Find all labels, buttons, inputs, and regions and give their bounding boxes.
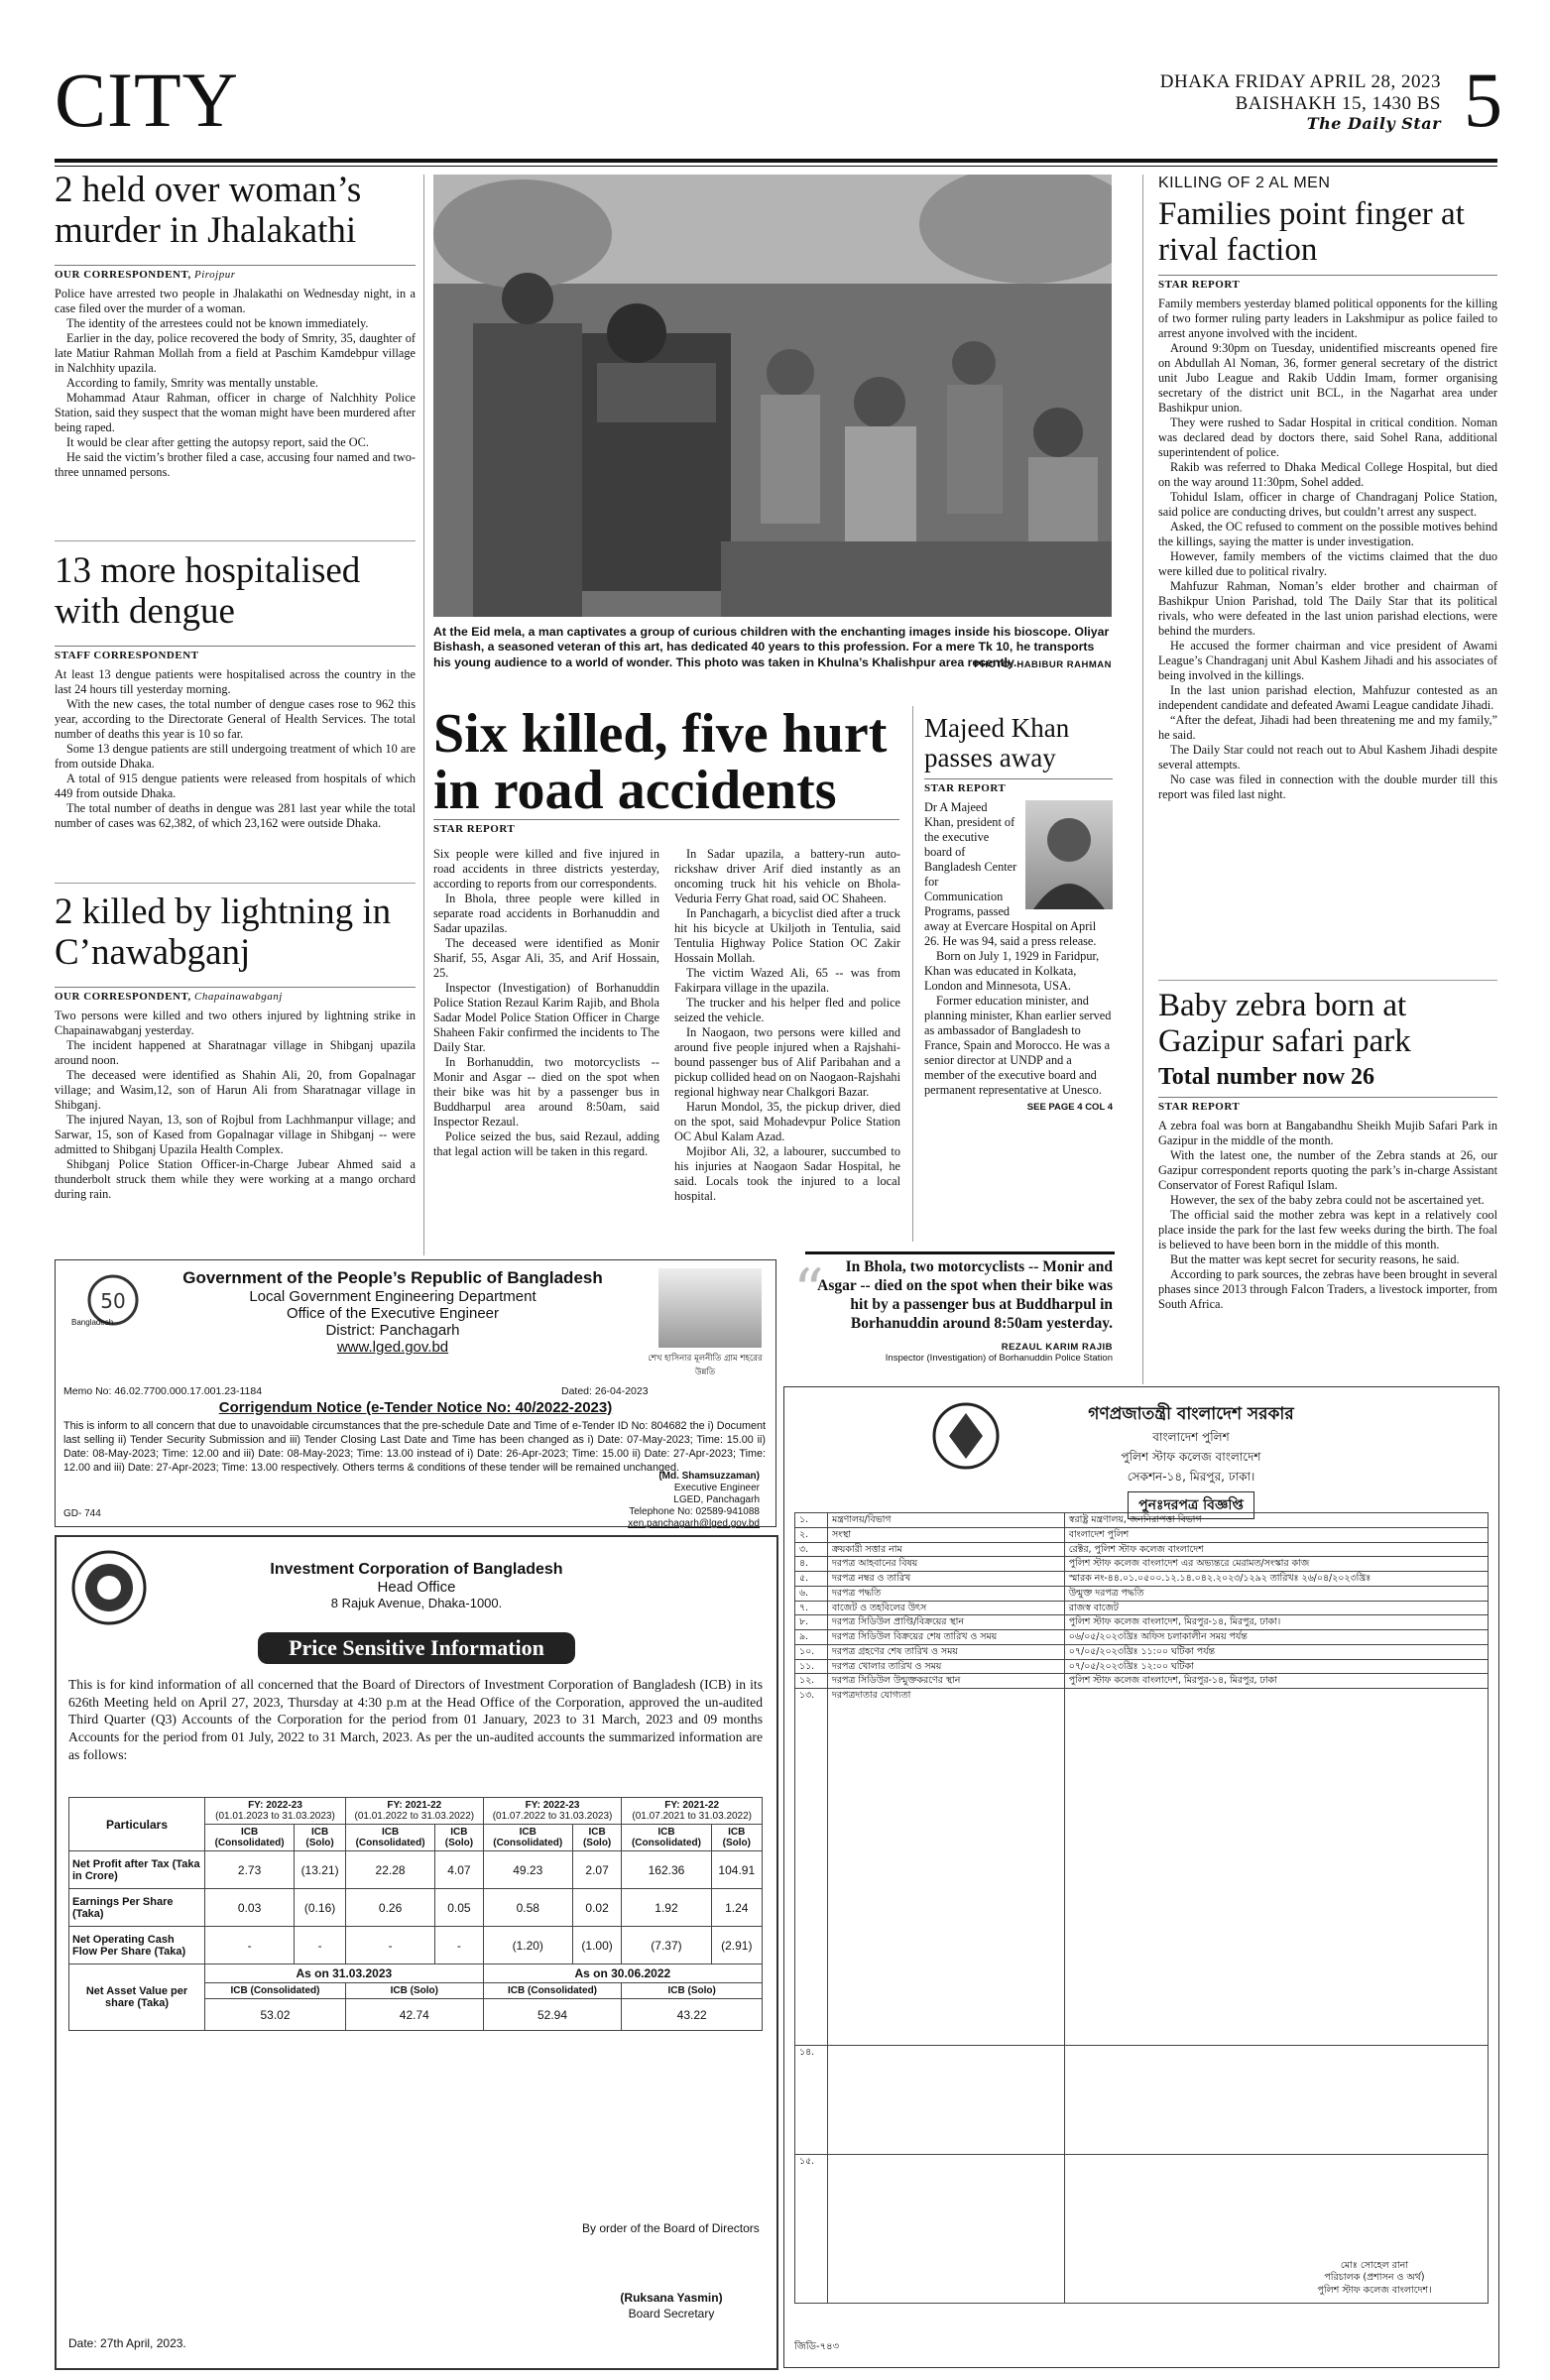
sub-header: ICB (Solo) [711,1825,762,1851]
paragraph: Some 13 dengue patients are still undergoing treatment of which 10 are from outside Dhaka. [55,742,416,772]
signer-name: মোঃ সোহেল রানা [1340,2260,1409,2271]
table-row: ৭. বাজেট ও তহবিলের উৎস রাজস্ব বাজেট [795,1601,1489,1615]
slogan: শেখ হাসিনার মূলনীতি গ্রাম শহরের উন্নতি [648,1354,763,1377]
ad-banner: Price Sensitive Information [258,1632,575,1664]
ad-code: GD- 744 [63,1508,101,1519]
paragraph: Around 9:30pm on Tuesday, unidentified miscreants opened fire on Abdullah Al Noman, 36, former general secretary of the district unit Jubo League and Rakib Uddin Imam, former organising secretary of the district unit BCL, in the Nagarhat area under Bashikpur union. [1158,340,1497,415]
date-bangla: BAISHAKH 15, 1430 BS [1235,92,1441,114]
period-header: FY: 2021-22 (01.01.2022 to 31.03.2022) [345,1798,483,1825]
notice-title: Corrigendum Notice (e-Tender Notice No: 40/2022-2023) [218,1399,613,1416]
signer-phone: Telephone No: 02589-941088 [629,1506,760,1517]
signature-block [522,1471,760,1530]
byline: STAFF CORRESPONDENT [55,646,416,661]
ad-header [155,1268,631,1356]
masthead-rule [55,159,1497,163]
table-row: Net Profit after Tax (Taka in Crore) 2.73 (13.21) 22.28 4.07 49.23 2.07 162.36 104.91 [69,1851,763,1889]
signer-email: xen.panchagarh@lged.gov.bd [628,1518,760,1529]
ad-text: This is for kind information of all concerned that the Board of Directors of Investment Corporation of Bangladesh (ICB) in its 626th Meeting held on April 27, 2023, Thursday at 4:30 p.m at the Head Office of the Corporation, approved the un-audited Third Quarter (Q3) Accounts of the Corporation for the period from 01 January, 2023 to 31 March, 2023 and 09 months Accounts for the period from 01 July, 2022 to 31 March, 2023. As per the un-audited accounts the summarized information are as follows: [68,1677,763,1762]
ad-line: Government of the People’s Republic of Bangladesh [182,1268,603,1287]
paragraph: Former education minister, and planning minister, Khan earlier served as ambassador of Bangladesh to France, Spain and Morocco. He was a senior director at UNDP and a member of the executive board and permanent representative at Unesco. [924,994,1112,1098]
pullquote-role: Inspector (Investigation) of Borhanuddin Police Station [885,1353,1113,1365]
headline: 2 killed by lightning in C’nawabganj [55,892,392,973]
paragraph: Dr A Majeed Khan, president of the executive board of Bangladesh Center for Communication Programs, passed away at Evercare Hospital on April 26. He was 94, said a press release. [924,800,1097,949]
paragraph: The injured Nayan, 13, son of Rojbul from Lachhmanpur village; and Sarwar, 15, son of Kased from Gopalnagar village in Shibganj -- were admitted to Shibganj Upazila Health Complex. [55,1113,416,1157]
kicker: KILLING OF 2 AL MEN [1158,175,1331,191]
jump-line: SEE PAGE 4 COL 4 [1026,1102,1113,1114]
paragraph: In Borhanuddin, two motorcyclists -- Monir and Asgar -- died on the spot when their bike was hit by a passenger bus in Buddharpul area around 8:50am, said Inspector Rezaul. [433,1055,659,1129]
paragraph: It would be clear after getting the autopsy report, said the OC. [66,435,369,450]
table-row: ১০. দরপত্র গ্রহণের শেষ তারিখ ও সময় ০৭/০৫/২০২৩খ্রিঃ ১১:০০ ঘটিকা পর্যন্ত [795,1644,1489,1659]
quote-mark-icon: “ [793,1256,824,1326]
signature-block [582,2291,761,2321]
paragraph: With the latest one, the number of the Zebra stands at 26, our Gazipur correspondent reports quoting the park’s in-charge Assistant Conservator of Forest Rafiqul Islam. [1158,1147,1497,1192]
paragraph: However, family members of the victims claimed that the duo were killed due to political rivalry. [1158,548,1497,578]
memo-number: Memo No: 46.02.7700.000.17.001.23-1184 [63,1385,263,1397]
table-row: Net Operating Cash Flow Per Share (Taka) - - - - (1.20) (1.00) (7.37) (2.91) [69,1927,763,1964]
paragraph: However, the sex of the baby zebra could not be ascertained yet. [1170,1192,1485,1207]
lead-byline-wrap [433,819,899,835]
date-english: DHAKA FRIDAY APRIL 28, 2023 [1159,71,1441,92]
signer-role: Board Secretary [628,2306,715,2320]
paragraph: In Panchagarh, a bicyclist died after a truck hit his bicycle at Ukiljoth in Tentulia, said Tentulia Highway Police Station OC Zakir Hossain Mollah. [674,906,900,965]
sub-header: ICB (Solo) [435,1825,484,1851]
table-row: ১৩. দরপত্রদাতার যোগ্যতা [795,1689,1489,2046]
ad-header [983,1401,1399,1519]
caption-text: At the Eid mela, a man captivates a group of curious children with the enchanting images inside his bioscope. Oliyar Bishash, a seasoned veteran of this art, has dedicated 40 years to this profession. For a mere Tk 10, he transports his young audience to a world of wonder. This photo was taken in Khulna’s Khalishpur area recently. [433,625,1110,669]
lged-logo [65,1272,145,1332]
paragraph: Mahfuzur Rahman, Noman’s elder brother and chairman of Bashikpur Union Parishad, told The Daily Star that its political rivals, who were defeated in the last union parishad elections, were behind the murders. [1158,578,1497,638]
masthead-rule-thin [55,166,1497,167]
pullquote [805,1258,1113,1365]
paragraph: According to family, Smrity was mentally unstable. [66,376,318,391]
portrait-icon [1025,800,1113,909]
paragraph: Harun Mondol, 35, the pickup driver, died on the spot, said Mohadevpur Police Station OC Abul Kalam Azad. [674,1100,900,1143]
table-row: 53.02 42.74 52.94 43.22 [69,1999,763,2031]
paragraph: Police seized the bus, said Rezaul, adding that legal action will be taken in this regard. [433,1130,659,1158]
paragraph: Six people were killed and five injured in road accidents in three districts yesterday, according to reports from our correspondents. [433,847,659,891]
table-row: ১৪. [795,2046,1489,2155]
tender-table [794,1512,1489,2304]
pm-portrait [658,1268,762,1348]
story-lightning [55,892,416,1202]
byline: STAR REPORT [433,819,899,835]
paragraph: Mohammad Ataur Rahman, officer in charge of Nalchhity Police Station, said they suspect that the woman might have been murdered after being raped. [55,391,416,435]
ad-line: Head Office [377,1579,456,1596]
paragraph: Rakib was referred to Dhaka Medical College Hospital, but died on the way around 11:30pm, Sohel added. [1158,459,1497,489]
table-row: ৪. দরপত্র আহবানের বিষয় পুলিশ স্টাফ কলেজ বাংলাদেশ এর অভ্যন্তরে মেরামত/সংস্কার কাজ [795,1557,1489,1572]
signer-name: (Ruksana Yasmin) [620,2291,723,2305]
paragraph: A total of 915 dengue patients were released from hospitals of which 449 from outside Dhaka. [55,772,416,801]
story-body [55,1009,416,1202]
ad-code: জিডি-৭৪৩ [794,2341,840,2352]
ad-line: সেকশন-১৪, মিরপুর, ঢাকা। [1127,1470,1255,1484]
lead-column-2 [674,847,900,1204]
paragraph: The total number of deaths in dengue was 281 last year while the total number of cases was 62,382, of which 23,162 were outside Dhaka. [55,801,416,831]
divider [55,540,416,541]
table-row: ২. সংস্থা বাংলাদেশ পুলিশ [795,1527,1489,1542]
byline: OUR CORRESPONDENT, Chapainawabganj [55,987,416,1003]
ad-line: District: Panchagarh [325,1322,460,1339]
bioscope-photo [433,175,1112,617]
paragraph: Asked, the OC refused to comment on the possible motives behind the killings, saying the matter is under investigation. [1158,519,1497,548]
page-number: 5 [1464,57,1502,143]
paragraph: No case was filed in connection with the double murder till this report was filed last night. [1158,772,1497,801]
sub-header: ICB (Solo) [295,1825,346,1851]
headline: 13 more hospitalised with dengue [55,550,361,632]
table-row: ১১. দরপত্র খোলার তারিখ ও সময় ০৭/০৫/২০২৩খ্রিঃ ১২:০০ ঘটিকা [795,1659,1489,1674]
divider [55,883,416,884]
sub-header: ICB (Consolidated) [483,1825,572,1851]
paragraph: They were rushed to Sadar Hospital in critical condition. Noman was declared dead by doctors there, said Sohel Rana, additional superintendent of police. [1158,415,1497,459]
ad-icb-price-sensitive [55,1535,778,2370]
paragraph: The trucker and his helper fled and police seized the vehicle. [674,996,900,1024]
signature-block [1260,2260,1489,2297]
paper-name: The Daily Star [1306,113,1441,133]
subhead: Total number now 26 [1158,1063,1375,1090]
paragraph: Police have arrested two people in Jhalakathi on Wednesday night, in a case filed over the murder of a woman. [55,287,416,316]
paragraph: The Daily Star could not reach out to Abul Kashem Jihadi despite several attempts. [1158,742,1497,772]
photo-caption [433,625,1112,671]
ad-line: বাংলাদেশ পুলিশ [1152,1430,1230,1444]
pullquote-name: REZAUL KARIM RAJIB [1001,1341,1113,1353]
byline: STAR REPORT [924,778,1113,794]
table-row: Earnings Per Share (Taka) 0.03 (0.16) 0.26 0.05 0.58 0.02 1.92 1.24 [69,1889,763,1927]
ad-line: Investment Corporation of Bangladesh [270,1561,563,1578]
story-obituary [924,714,1113,1113]
ad-title: পুনঃদরপত্র বিজ্ঞপ্তি [1128,1491,1254,1519]
icb-logo [70,1549,148,1631]
period-header: FY: 2022-23 (01.01.2023 to 31.03.2023) [205,1798,346,1825]
pullquote-rule [805,1251,1115,1254]
signer-office: পুলিশ স্টাফ কলেজ বাংলাদেশ। [1317,2284,1432,2296]
ad-line: Local Government Engineering Department [249,1288,537,1305]
asof-header: As on 30.06.2022 [483,1964,762,1983]
icb-logo-icon [70,1549,148,1626]
paragraph: In Bhola, three people were killed in separate road accidents in Borhanuddin and Sadar upazilas. [433,892,659,935]
paragraph: Inspector (Investigation) of Borhanuddin Police Station Rezaul Karim Rajib, and Bhola Sadar Model Police Station Officer in Charge Shaheen Fakir confirmed the incidents to The Daily Star. [433,981,659,1054]
paragraph: With the new cases, the total number of dengue cases rose to 962 this year, according to the Directorate General of Health Services. The total number of deaths this year is 10 so far. [55,697,416,742]
paragraph: He said the victim’s brother filed a case, accusing four named and two-three unnamed persons. [55,450,416,480]
svg-text:50: 50 [100,1289,126,1313]
asof-header: As on 31.03.2023 [205,1964,484,1983]
byline: STAR REPORT [1158,275,1497,291]
logo-text: Bangladesh [71,1318,114,1327]
photo-illustration [433,175,1112,617]
paragraph: Tohidul Islam, officer in charge of Chandraganj Police Station, said police are conducting drives, but couldn’t arrest any suspect. [1158,489,1497,519]
dateline [1160,71,1441,133]
story-dengue [55,551,416,831]
column-rule [1142,175,1143,1384]
ad-line: Office of the Executive Engineer [286,1305,499,1322]
story-body [55,287,416,480]
story-body [1158,297,1497,802]
signer-office: LGED, Panchagarh [673,1494,760,1505]
paragraph: The identity of the arrestees could not be known immediately. [66,316,369,331]
order-text: By order of the Board of Directors [582,2221,760,2235]
paragraph: The victim Wazed Ali, 65 -- was from Fakirpara village in the upazila. [674,966,900,995]
table-row: ৫. দরপত্র নম্বর ও তারিখ স্মারক নং-৪৪.০১.০৫০০.১২.১৪.০৪২.২০২৩/১২৯২ তারিখঃ ২৬/০৪/২০২৩খ্রিঃ [795,1572,1489,1587]
paragraph: In Naogaon, two persons were killed and around five people injured when a Rajshahi-bound passenger bus of Alif Paribahan and a pickup collided head on on Naogaon-Rajshahi regional highway near Chalkgori Bazar. [674,1025,900,1099]
ad-police-staff-college [783,1386,1499,2368]
notice-text: This is inform to all concern that due to unavoidable circumstances that the pre-schedule Date and Time of e-Tender ID No: 804682 the i) Document last selling ii) Tender Security Submission and iii) Tender Closing Last Date and Time has been changed as i) Date: 07-May-2023; Time: 15.00 ii) Date: 08-May-2023; Time: 12.00 and iii) Date: 08-May-2023; Time: 13.00 instead of i) Date: 26-Apr-2023; Time: 15.00 ii) Date: 27-Apr-2023; Time: 12.00 and iii) Date: 27-Apr-2023; Time: 13.00 respectively. Others terms & conditions of these tender will be remained unchanged. [63,1420,766,1475]
paragraph: Shibganj Police Station Officer-in-Charge Jubear Ahmed said a thunderbolt struck them while they were working at a mango orchard during rain. [55,1157,416,1202]
paragraph: Born on July 1, 1929 in Faridpur, Khan was educated in Kolkata, London and Minnesota, USA. [924,949,1100,994]
paragraph: The incident happened at Sharatnagar village in Shibganj upazila around noon. [55,1038,416,1068]
paragraph: He accused the former chairman and vice president of Awami League’s Chandraganj unit Abul Kashem Jihadi and his associates of being involved in the killings. [1158,638,1497,682]
sub-header: ICB (Consolidated) [205,1825,295,1851]
period-header: FY: 2021-22 (01.07.2021 to 31.03.2022) [622,1798,763,1825]
photo-credit: PHOTO: HABIBUR RAHMAN [974,659,1112,671]
memo-date: Dated: 26-04-2023 [561,1385,649,1397]
lead-headline: Six killed, five hurt in road accidents [433,703,888,822]
ad-line: পুলিশ স্টাফ কলেজ বাংলাদেশ [1121,1450,1261,1464]
ad-url: www.lged.gov.bd [336,1339,449,1356]
period-header: FY: 2022-23 (01.07.2022 to 31.03.2023) [483,1798,622,1825]
ad-header [156,1561,677,1610]
paragraph: According to park sources, the zebras have been brought in several phases since 2013 through Falcon Traders, a livestock importer, from South Africa. [1158,1266,1497,1311]
sub-header: ICB (Consolidated) [622,1825,711,1851]
sub-header: ICB (Solo) [572,1825,622,1851]
story-lakshmipur [1158,175,1497,802]
table-row: ৬. দরপত্র পদ্ধতি উন্মুক্ত দরপত্র পদ্ধতি [795,1586,1489,1601]
paragraph: At least 13 dengue patients were hospitalised across the country in the last 24 hours till yesterday morning. [55,667,416,697]
paragraph: “After the defeat, Jihadi had been threatening me and my family,” he said. [1158,712,1497,742]
ad-line: গণপ্রজাতন্ত্রী বাংলাদেশ সরকার [1088,1404,1294,1424]
paragraph: But the matter was kept secret for security reasons, he said. [1170,1251,1460,1266]
paragraph: The official said the mother zebra was kept in a relatively cool place inside the park for the last few weeks during the birth. The foal is believed to have been born in the middle of this month. [1158,1207,1497,1251]
paragraph: Family members yesterday blamed political opponents for the killing of two former ruling party leaders in Lakshmipur as police failed to arrest anyone involved with the incident. [1158,296,1497,340]
story-body [1158,1119,1497,1312]
headline: 2 held over woman’s murder in Jhalakathi [55,170,362,251]
pullquote-text: In Bhola, two motorcyclists -- Monir and Asgar -- died on the spot when their bike was hit by a passenger bus at Buddharpul in Borhanuddin around 8:50am yesterday. [817,1258,1113,1332]
financial-table: Particulars FY: 2022-23 (01.01.2023 to 31.03.2023) FY: 2021-22 (01.01.2022 to 31.03.2022) FY: 2022-23 (01.07.2022 to 31.03.2023) FY: 2021-22 (01.07.2021 to 31.03.2022) ICB (Consolidated) ICB (Solo) ICB (Consolidated) ICB (Solo) ICB (Consolidated) ICB (Solo) ICB (Consolidated) ICB (Solo) Net Profit after Tax (Taka in Crore) 2.73 (13.21) 22.28 4.07 49.23 2.07 162.36 104.91 Earnings Per Share (Taka) 0.03 (0.16) 0.26 0.05 0.58 0.02 1.92 1.24 Net Operating Cash Flow Per Share (Taka) - - - - (1.20) (1.00) (7.37) (2.91) Net Asset Value per share (Taka) As on 31.03.2023 As on 30.06.2022 ICB (Consolidated) ICB (Solo) ICB (Consolidated) ICB (Solo) 53.02 42.74 52.94 43.22 [68,1797,763,2031]
portrait [1025,800,1113,909]
table-row: ১৫. [795,2155,1489,2304]
table-row: ৯. দরপত্র সিডিউল বিক্রয়ের শেষ তারিখ ও সময় ০৬/০৫/২০২৩খ্রিঃ অফিস চলাকালীন সময় পর্যন্ত [795,1630,1489,1645]
headline: Families point finger at rival faction [1158,196,1465,269]
table-row: ১. মন্ত্রণালয়/বিভাগ স্বরাষ্ট্র মন্ত্রণালয়, জননিরাপত্তা বিভাগ [795,1513,1489,1528]
column-rule [423,175,424,1255]
table-row: ৩. ক্রয়কারী সত্তার নাম রেক্টর, পুলিশ স্টাফ কলেজ বাংলাদেশ [795,1542,1489,1557]
headline: Majeed Khan passes away [924,713,1070,773]
paragraph: In the last union parishad election, Mahfuzur contested as an independent candidate and defeated Awami League candidate Jihadi. [1158,682,1497,712]
signer-name: (Md. Shamsuzzaman) [658,1471,760,1482]
paragraph: Two persons were killed and two others injured by lightning strike in Chapainawabganj yesterday. [55,1009,416,1038]
story-zebra [1158,988,1497,1312]
col-header: Particulars [69,1798,205,1851]
paragraph: A zebra foal was born at Bangabandhu Sheikh Mujib Safari Park in Gazipur in the middle of the month. [1158,1118,1497,1147]
byline: STAR REPORT [1158,1097,1497,1113]
section-title: CITY [55,57,239,143]
paragraph: Mojibor Ali, 32, a labourer, succumbed to his injuries at Naogaon Sadar Hospital, he said. Locals took the injured to a local hospital. [674,1144,900,1203]
signer-role: Executive Engineer [673,1483,760,1493]
lead-column-1 [433,847,659,1159]
nav-label: Net Asset Value per share (Taka) [69,1964,205,2031]
table-row: ৮. দরপত্র সিডিউল প্রাপ্তি/বিক্রয়ের স্থান পুলিশ স্টাফ কলেজ বাংলাদেশ, মিরপুর-১৪, মিরপুর, ঢাকা। [795,1615,1489,1630]
headline: Baby zebra born at Gazipur safari park [1158,988,1411,1060]
paragraph: The deceased were identified as Monir Sharif, 55, Asgar Ali, 35, and Arif Hossain, 25. [433,936,659,980]
sub-header: ICB (Consolidated) [345,1825,434,1851]
paragraph: The deceased were identified as Shahin Ali, 20, from Gopalnagar village; and Wasim,12, son of Harun Ali from Sharatnagar village in Shibganj. [55,1068,416,1113]
signer-role: পরিচালক (প্রশাসন ও অর্থ) [1324,2272,1425,2284]
divider [1158,980,1497,981]
column-rule [912,706,913,1242]
ad-line: 8 Rajuk Avenue, Dhaka-1000. [330,1596,503,1610]
story-jhalakathi [55,171,416,480]
ad-lged-corrigendum [55,1259,776,1527]
paragraph: Earlier in the day, police recovered the body of Smrity, 35, daughter of late Matiur Rahman Mollah from a field at Paschim Kamdebpur village in Nalchhity upazila. [55,331,416,376]
story-body [55,667,416,831]
ad-date: Date: 27th April, 2023. [68,2336,186,2350]
paragraph: In Sadar upazila, a battery-run auto-rickshaw driver Arif died instantly as an oncoming truck hit his vehicle on Bhola-Veduria Ferry Ghat road, said OC Shaheen. [674,847,900,905]
table-row: ১২. দরপত্র সিডিউল উন্মুক্তকরণের স্থান পুলিশ স্টাফ কলেজ বাংলাদেশ, মিরপুর-১৪, মিরপুর, ঢাকা [795,1674,1489,1689]
byline: OUR CORRESPONDENT, Pirojpur [55,265,416,281]
